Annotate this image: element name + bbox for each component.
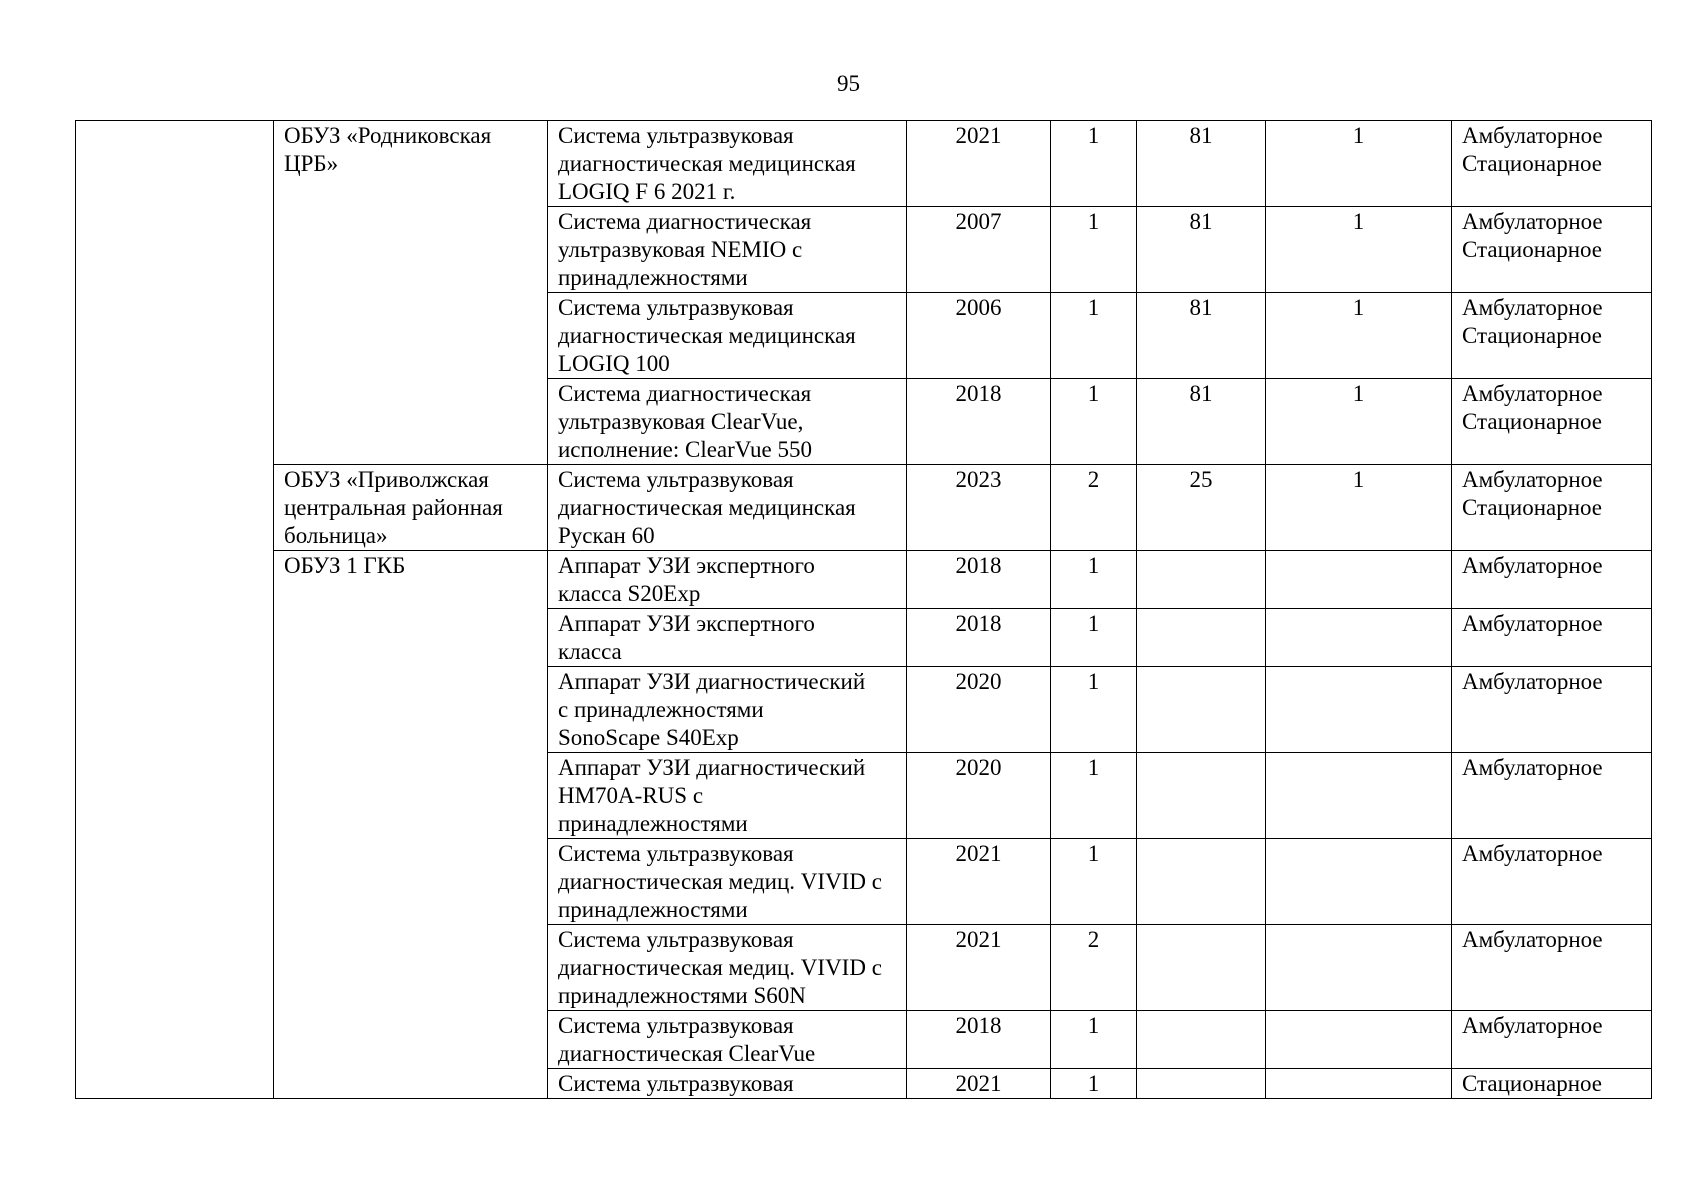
equipment-name-line: диагностическая ClearVue: [558, 1041, 816, 1066]
equipment-name-line: диагностическая медиц. VIVID с: [558, 955, 882, 980]
value-cell: 81: [1137, 121, 1266, 207]
count-cell: 1: [1266, 207, 1452, 293]
equipment-name-line: с принадлежностями: [558, 697, 764, 722]
care-type-cell: [1452, 925, 1652, 1011]
count-cell: 1: [1266, 121, 1452, 207]
count-cell: [1266, 753, 1452, 839]
value-cell: [1137, 667, 1266, 753]
care-type-line: Амбулаторное: [1462, 1013, 1603, 1038]
equipment-name-line: Система ультразвуковая: [558, 123, 794, 148]
equipment-table: [75, 120, 1652, 1099]
table-row: [76, 121, 1652, 207]
care-type-line: Амбулаторное: [1462, 927, 1603, 952]
count-cell: [1266, 609, 1452, 667]
year-cell: 2018: [907, 1011, 1051, 1069]
care-type-cell: [1452, 753, 1652, 839]
equipment-name-line: диагностическая медицинская: [558, 151, 856, 176]
equipment-name-line: диагностическая медицинская: [558, 323, 856, 348]
equipment-name-line: Система ультразвуковая: [558, 841, 794, 866]
equipment-name-line: ультразвуковая ClearVue,: [558, 409, 804, 434]
equipment-name-cell: [548, 1069, 907, 1099]
institution-cell: [274, 551, 548, 1099]
care-type-cell: [1452, 839, 1652, 925]
count-cell: [1266, 839, 1452, 925]
table-row: [76, 551, 1652, 609]
equipment-name-line: принадлежностями: [558, 897, 748, 922]
equipment-name-cell: [548, 839, 907, 925]
care-type-line: Стационарное: [1462, 1071, 1603, 1096]
equipment-name-cell: [548, 667, 907, 753]
year-cell: 2018: [907, 379, 1051, 465]
care-type-line: Амбулаторное: [1462, 209, 1603, 234]
count-cell: 1: [1266, 293, 1452, 379]
care-type-line: Стационарное: [1462, 409, 1603, 434]
equipment-name-cell: [548, 753, 907, 839]
institution-name-line: ОБУЗ «Родниковская: [284, 123, 492, 148]
care-type-line: Амбулаторное: [1462, 611, 1603, 636]
value-cell: 81: [1137, 379, 1266, 465]
care-type-line: Стационарное: [1462, 495, 1603, 520]
care-type-cell: [1452, 609, 1652, 667]
value-cell: [1137, 1069, 1266, 1099]
quantity-cell: 1: [1051, 667, 1137, 753]
institution-name-line: ОБУЗ «Приволжская: [284, 467, 489, 492]
year-cell: 2021: [907, 925, 1051, 1011]
quantity-cell: 1: [1051, 207, 1137, 293]
equipment-name-line: Система диагностическая: [558, 209, 812, 234]
quantity-cell: 1: [1051, 1011, 1137, 1069]
quantity-cell: 1: [1051, 609, 1137, 667]
region-cell: [76, 121, 274, 1099]
equipment-name-line: Аппарат УЗИ диагностический: [558, 755, 866, 780]
care-type-cell: [1452, 379, 1652, 465]
equipment-name-line: исполнение: ClearVue 550: [558, 437, 812, 462]
equipment-name-line: диагностическая медицинская: [558, 495, 856, 520]
year-cell: 2023: [907, 465, 1051, 551]
equipment-name-line: LOGIQ 100: [558, 351, 670, 376]
equipment-name-line: Аппарат УЗИ экспертного: [558, 611, 815, 636]
care-type-line: Амбулаторное: [1462, 841, 1603, 866]
equipment-name-line: Система ультразвуковая: [558, 467, 794, 492]
value-cell: 25: [1137, 465, 1266, 551]
equipment-name-cell: [548, 379, 907, 465]
quantity-cell: 1: [1051, 379, 1137, 465]
count-cell: [1266, 925, 1452, 1011]
year-cell: 2021: [907, 121, 1051, 207]
care-type-cell: [1452, 207, 1652, 293]
quantity-cell: 1: [1051, 839, 1137, 925]
table-row: [76, 465, 1652, 551]
year-cell: 2021: [907, 839, 1051, 925]
equipment-name-line: Рускан 60: [558, 523, 655, 548]
care-type-line: Амбулаторное: [1462, 669, 1603, 694]
year-cell: 2021: [907, 1069, 1051, 1099]
table-body: [76, 121, 1652, 1099]
institution-name-line: ОБУЗ 1 ГКБ: [284, 553, 406, 578]
equipment-name-line: Система ультразвуковая: [558, 295, 794, 320]
count-cell: 1: [1266, 465, 1452, 551]
count-cell: 1: [1266, 379, 1452, 465]
care-type-line: Стационарное: [1462, 237, 1603, 262]
equipment-name-line: LOGIQ F 6 2021 г.: [558, 179, 736, 204]
year-cell: 2020: [907, 753, 1051, 839]
care-type-cell: [1452, 551, 1652, 609]
value-cell: [1137, 551, 1266, 609]
equipment-name-cell: [548, 121, 907, 207]
equipment-name-cell: [548, 465, 907, 551]
equipment-name-line: принадлежностями: [558, 265, 748, 290]
care-type-line: Амбулаторное: [1462, 467, 1603, 492]
equipment-name-cell: [548, 207, 907, 293]
equipment-name-cell: [548, 293, 907, 379]
equipment-name-line: диагностическая медиц. VIVID с: [558, 869, 882, 894]
care-type-cell: [1452, 465, 1652, 551]
year-cell: 2018: [907, 609, 1051, 667]
equipment-name-cell: [548, 609, 907, 667]
equipment-name-cell: [548, 1011, 907, 1069]
equipment-name-cell: [548, 551, 907, 609]
quantity-cell: 1: [1051, 753, 1137, 839]
value-cell: [1137, 753, 1266, 839]
equipment-name-line: ультразвуковая NEMIO с: [558, 237, 803, 262]
care-type-line: Амбулаторное: [1462, 553, 1603, 578]
equipment-name-line: класса S20Exp: [558, 581, 701, 606]
equipment-name-line: Система ультразвуковая: [558, 927, 794, 952]
institution-name-line: больница»: [284, 523, 388, 548]
quantity-cell: 1: [1051, 121, 1137, 207]
care-type-line: Стационарное: [1462, 151, 1603, 176]
equipment-name-line: HM70A-RUS с: [558, 783, 704, 808]
equipment-name-cell: [548, 925, 907, 1011]
equipment-name-line: принадлежностями: [558, 811, 748, 836]
value-cell: 81: [1137, 293, 1266, 379]
quantity-cell: 1: [1051, 1069, 1137, 1099]
care-type-line: Амбулаторное: [1462, 123, 1603, 148]
care-type-line: Амбулаторное: [1462, 295, 1603, 320]
care-type-line: Стационарное: [1462, 323, 1603, 348]
value-cell: [1137, 839, 1266, 925]
year-cell: 2007: [907, 207, 1051, 293]
quantity-cell: 1: [1051, 551, 1137, 609]
equipment-name-line: класса: [558, 639, 622, 664]
value-cell: [1137, 925, 1266, 1011]
care-type-cell: [1452, 293, 1652, 379]
institution-cell: [274, 121, 548, 465]
quantity-cell: 1: [1051, 293, 1137, 379]
equipment-name-line: Аппарат УЗИ экспертного: [558, 553, 815, 578]
year-cell: 2018: [907, 551, 1051, 609]
care-type-cell: [1452, 121, 1652, 207]
equipment-name-line: Система диагностическая: [558, 381, 812, 406]
value-cell: [1137, 1011, 1266, 1069]
equipment-name-line: Система ультразвуковая: [558, 1071, 794, 1096]
care-type-line: Амбулаторное: [1462, 381, 1603, 406]
equipment-name-line: принадлежностями S60N: [558, 983, 806, 1008]
quantity-cell: 2: [1051, 925, 1137, 1011]
care-type-cell: [1452, 667, 1652, 753]
equipment-name-line: SonoScape S40Exp: [558, 725, 739, 750]
institution-name-line: ЦРБ»: [284, 151, 339, 176]
care-type-cell: [1452, 1069, 1652, 1099]
count-cell: [1266, 551, 1452, 609]
count-cell: [1266, 1011, 1452, 1069]
care-type-line: Амбулаторное: [1462, 755, 1603, 780]
equipment-name-line: Система ультразвуковая: [558, 1013, 794, 1038]
count-cell: [1266, 667, 1452, 753]
quantity-cell: 2: [1051, 465, 1137, 551]
institution-cell: [274, 465, 548, 551]
count-cell: [1266, 1069, 1452, 1099]
equipment-name-line: Аппарат УЗИ диагностический: [558, 669, 866, 694]
institution-name-line: центральная районная: [284, 495, 503, 520]
page-number: 95: [837, 71, 860, 96]
care-type-cell: [1452, 1011, 1652, 1069]
year-cell: 2006: [907, 293, 1051, 379]
value-cell: 81: [1137, 207, 1266, 293]
value-cell: [1137, 609, 1266, 667]
year-cell: 2020: [907, 667, 1051, 753]
